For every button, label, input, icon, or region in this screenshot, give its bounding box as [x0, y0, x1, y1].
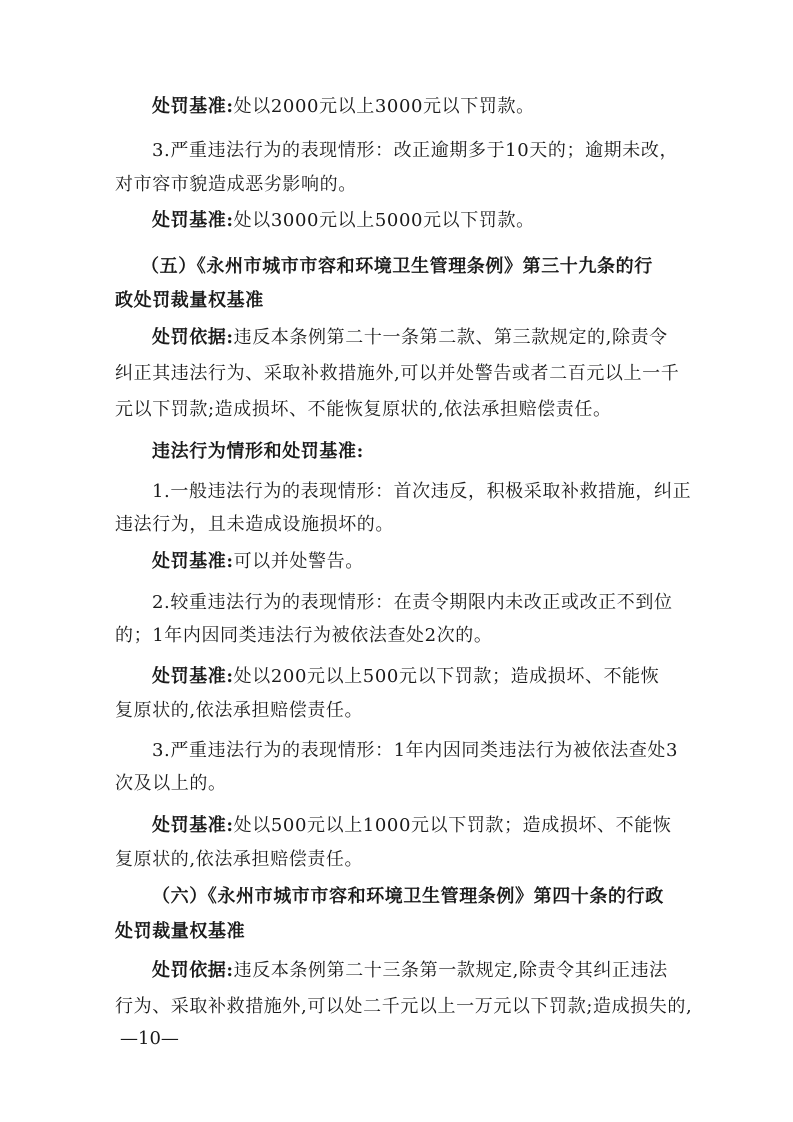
text-line: 处罚基准:处以2000元以上3000元以下罚款。: [152, 96, 535, 117]
text-line: 纠正其违法行为、采取补救措施外,可以并处警告或者二百元以上一千: [115, 363, 680, 384]
text-line: 处罚基准:可以并处警告。: [152, 551, 364, 572]
text-line: 行为、采取补救措施外,可以处二千元以上一万元以下罚款;造成损失的,: [115, 996, 693, 1017]
page-number: —10—: [120, 1028, 179, 1049]
text-line: 1.一般违法行为的表现情形：首次违反，积极采取补救措施，纠正: [152, 481, 692, 502]
label-violation-situations: 违法行为情形和处罚基准:: [152, 441, 364, 462]
text-line: 违法行为，且未造成设施损坏的。: [115, 514, 394, 535]
text-line: 次及以上的。: [115, 773, 227, 794]
label-punishment-basis: 处罚依据:: [152, 960, 234, 981]
text-line: 的；1年内因同类违法行为被依法查处2次的。: [115, 625, 493, 646]
text-line: 处罚基准:处以500元以上1000元以下罚款；造成损坏、不能恢: [152, 815, 672, 836]
text-line: 复原状的,依法承担赔偿责任。: [115, 700, 364, 721]
text-line: 处罚依据:违反本条例第二十三条第一款规定,除责令其纠正违法: [152, 960, 668, 981]
section-heading: 政处罚裁量权基准: [115, 290, 264, 311]
label-punishment-basis: 处罚依据:: [152, 327, 234, 348]
text-line: 处罚依据:违反本条例第二十一条第二款、第三款规定的,除责令: [152, 327, 668, 348]
text-line: 3.严重违法行为的表现情形：改正逾期多于10天的；逾期未改，: [152, 140, 679, 161]
text-line: 3.严重违法行为的表现情形：1年内因同类违法行为被依法查处3: [152, 740, 679, 761]
text-line: 元以下罚款;造成损坏、不能恢复原状的,依法承担赔偿责任。: [115, 399, 612, 420]
section-heading: （六）《永州市城市市容和环境卫生管理条例》第四十条的行政: [152, 886, 664, 907]
text-line: 处罚基准:处以3000元以上5000元以下罚款。: [152, 210, 535, 231]
text-line: 2.较重违法行为的表现情形：在责令期限内未改正或改正不到位: [152, 592, 673, 613]
text-line: 复原状的,依法承担赔偿责任。: [115, 849, 364, 870]
label-punishment-standard: 处罚基准:: [152, 210, 234, 231]
text-line: [152, 441, 364, 463]
label-punishment-standard: 处罚基准:: [152, 551, 234, 572]
label-punishment-standard: 处罚基准:: [152, 96, 234, 117]
text-line: 对市容市貌造成恶劣影响的。: [115, 174, 357, 195]
section-heading: 处罚裁量权基准: [115, 921, 246, 942]
label-punishment-standard: 处罚基准:: [152, 666, 234, 687]
label-punishment-standard: 处罚基准:: [152, 815, 234, 836]
text-line: 处罚基准:处以200元以上500元以下罚款；造成损坏、不能恢: [152, 666, 660, 687]
section-heading: （五）《永州市城市市容和环境卫生管理条例》第三十九条的行: [141, 256, 653, 277]
